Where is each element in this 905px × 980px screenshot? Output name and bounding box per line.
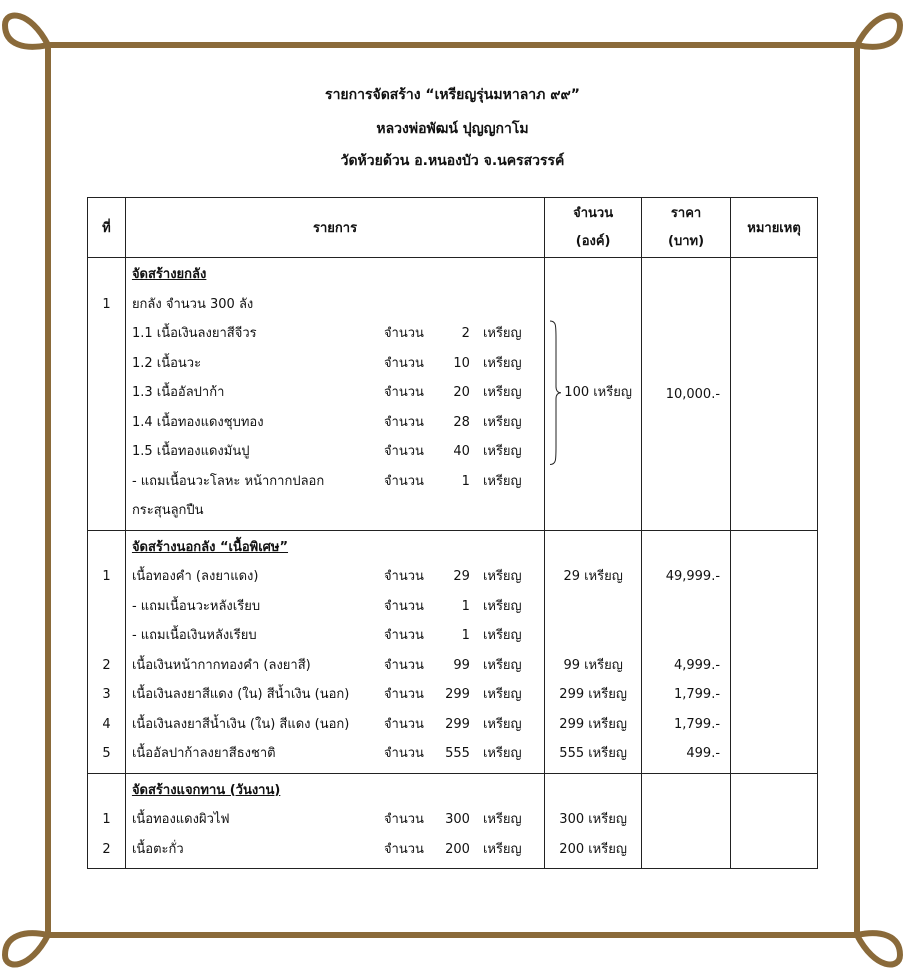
header-title: รายการจัดสร้าง “เหรียญรุ่นมหาลาภ ๙๙” [325, 87, 580, 103]
item-quantity: 200 [445, 841, 470, 857]
item-piece-label: เหรียญ [482, 598, 522, 614]
row-number [88, 378, 125, 408]
item-label: กระสุนลูกปืน [131, 503, 204, 518]
item-piece-label: เหรียญ [482, 746, 522, 761]
item-piece-label: เหรียญ [482, 716, 522, 732]
item-line [126, 776, 544, 806]
item-label: เนื้อเงินหน้ากากทองคำ (ลงยาสี) [131, 657, 311, 673]
item-quantity: 299 [445, 687, 470, 702]
section-price-cell [642, 530, 731, 773]
header-monk-name: หลวงพ่อพัฒน์ ปุญญกาโม [376, 121, 529, 137]
item-line [126, 651, 544, 681]
section-title: จัดสร้างแจกทาน (วันงาน) [131, 782, 281, 798]
row-number [88, 319, 125, 349]
item-label: เนื้อตะกั่ว [131, 841, 184, 857]
item-quantity: 28 [453, 414, 470, 430]
item-label: 1.3 เนื้ออัลปาก้า [131, 385, 225, 400]
row-number: 5 [102, 746, 111, 761]
item-line [126, 349, 544, 379]
section-items-cell [125, 530, 544, 773]
row-number [88, 496, 125, 526]
item-quantity: 1 [461, 473, 470, 489]
item-quantity: 555 [445, 746, 470, 761]
item-piece-label: เหรียญ [482, 687, 522, 702]
count-value: 100 เหรียญ [564, 385, 632, 400]
item-piece-label: เหรียญ [482, 628, 522, 643]
section-items-cell [125, 773, 544, 869]
item-piece-label: เหรียญ [482, 444, 522, 459]
items-table [87, 197, 818, 869]
price-value [642, 835, 730, 865]
col-header-count-line1: จำนวน [573, 205, 614, 221]
item-label: เนื้อเงินลงยาสีแดง (ใน) สีน้ำเงิน (นอก) [131, 687, 350, 702]
item-piece-label: เหรียญ [482, 355, 522, 371]
item-quantity: 1 [461, 628, 470, 643]
row-number [88, 592, 125, 622]
section-count-cell [545, 530, 642, 773]
item-unit-label: จำนวน [383, 414, 424, 430]
row-number [88, 533, 125, 563]
section-title: จัดสร้างนอกลัง “เนื้อพิเศษ” [131, 539, 289, 555]
section-note-cell [731, 530, 818, 773]
price-value: 10,000.- [665, 387, 721, 402]
item-piece-label: เหรียญ [482, 812, 522, 827]
count-value: 200 เหรียญ [559, 841, 627, 857]
section-title: จัดสร้างยกลัง [131, 267, 207, 282]
count-value: 300 เหรียญ [559, 812, 627, 827]
row-number [88, 776, 125, 806]
item-line [126, 319, 544, 349]
row-number [88, 437, 125, 467]
item-line [126, 260, 544, 290]
item-piece-label: เหรียญ [482, 473, 522, 489]
section-row [88, 773, 818, 869]
price-value [642, 776, 730, 806]
item-line [126, 437, 544, 467]
item-label: - แถมเนื้อนวะหลังเรียบ [131, 598, 261, 614]
section-note-cell [731, 258, 818, 531]
row-number: 2 [102, 657, 111, 673]
item-quantity: 40 [453, 444, 470, 459]
item-unit-label: จำนวน [383, 444, 424, 459]
item-unit-label: จำนวน [383, 598, 424, 614]
item-piece-label: เหรียญ [482, 841, 522, 857]
price-value: 49,999.- [665, 569, 721, 584]
row-number: 2 [102, 841, 111, 857]
item-piece-label: เหรียญ [482, 326, 522, 341]
item-quantity: 10 [453, 355, 470, 371]
item-line [126, 290, 544, 320]
item-unit-label: จำนวน [383, 812, 424, 827]
item-line [126, 592, 544, 622]
section-note-cell [731, 773, 818, 869]
item-label: 1.4 เนื้อทองแดงชุบทอง [131, 414, 264, 430]
col-header-price-line2: (บาท) [668, 233, 705, 249]
section-row [88, 258, 818, 531]
item-quantity: 20 [453, 385, 470, 400]
item-line [126, 533, 544, 563]
col-header-price-line1: ราคา [670, 205, 702, 221]
col-header-count-line2: (องค์) [575, 233, 611, 249]
item-label: 1.2 เนื้อนวะ [131, 355, 202, 371]
item-label: ยกลัง จำนวน 300 ลัง [131, 296, 254, 312]
row-number [88, 408, 125, 438]
item-quantity: 99 [453, 657, 470, 673]
item-label: - แถมเนื้อนวะโลหะ หน้ากากปลอก [131, 473, 325, 489]
item-unit-label: จำนวน [383, 569, 424, 584]
item-piece-label: เหรียญ [482, 569, 522, 584]
count-value [545, 621, 641, 651]
item-unit-label: จำนวน [383, 628, 424, 643]
col-header-price [642, 198, 731, 258]
item-unit-label: จำนวน [383, 841, 424, 857]
item-line [126, 467, 544, 497]
item-label: - แถมเนื้อเงินหลังเรียบ [131, 628, 257, 643]
item-line [126, 621, 544, 651]
item-unit-label: จำนวน [383, 473, 424, 489]
item-label: เนื้อทองคำ (ลงยาแดง) [131, 569, 259, 584]
row-number [88, 260, 125, 290]
count-value: 299 เหรียญ [559, 716, 627, 732]
item-piece-label: เหรียญ [482, 657, 522, 673]
section-no-cell [88, 530, 126, 773]
item-quantity: 1 [461, 598, 470, 614]
item-label: 1.5 เนื้อทองแดงมันปู [131, 444, 250, 459]
price-value: 499.- [686, 746, 721, 761]
count-value [545, 592, 641, 622]
row-number [88, 467, 125, 497]
row-number: 4 [102, 716, 111, 732]
item-line [126, 835, 544, 865]
item-label: เนื้อทองแดงผิวไฟ [131, 812, 230, 827]
row-number: 1 [102, 812, 111, 827]
item-quantity: 300 [445, 812, 470, 827]
item-line [126, 496, 544, 526]
section-no-cell [88, 773, 126, 869]
price-value [642, 805, 730, 835]
price-value: 1,799.- [673, 687, 721, 702]
col-header-count [545, 198, 642, 258]
item-line [126, 408, 544, 438]
item-unit-label: จำนวน [383, 326, 424, 341]
section-no-cell [88, 258, 126, 531]
row-number [88, 621, 125, 651]
item-line [126, 739, 544, 769]
item-line [126, 805, 544, 835]
item-line [126, 378, 544, 408]
item-piece-label: เหรียญ [482, 385, 522, 400]
item-line [126, 710, 544, 740]
col-header-note: หมายเหตุ [731, 198, 818, 258]
item-piece-label: เหรียญ [482, 414, 522, 430]
item-line [126, 562, 544, 592]
item-unit-label: จำนวน [383, 385, 424, 400]
header-temple: วัดห้วยด้วน อ.หนองบัว จ.นครสวรรค์ [340, 153, 565, 169]
count-value: 555 เหรียญ [559, 746, 627, 761]
price-value: 1,799.- [673, 716, 721, 732]
item-unit-label: จำนวน [383, 746, 424, 761]
count-value [545, 533, 641, 563]
section-row [88, 530, 818, 773]
count-value: 99 เหรียญ [563, 657, 623, 673]
item-unit-label: จำนวน [383, 355, 424, 371]
section-count-cell [545, 773, 642, 869]
item-quantity: 29 [453, 569, 470, 584]
row-number: 1 [102, 296, 111, 312]
item-unit-label: จำนวน [383, 657, 424, 673]
col-header-item: รายการ [125, 198, 544, 258]
item-line [126, 680, 544, 710]
item-quantity: 2 [461, 326, 470, 341]
count-value: 29 เหรียญ [563, 569, 623, 584]
item-quantity: 299 [445, 716, 470, 732]
row-number: 1 [102, 569, 111, 584]
price-value: 4,999.- [673, 657, 721, 673]
col-header-no: ที่ [88, 198, 126, 258]
section-price-cell [642, 258, 731, 531]
section-price-cell [642, 773, 731, 869]
count-value: 299 เหรียญ [559, 687, 627, 702]
price-value [642, 592, 730, 622]
count-value [545, 776, 641, 806]
price-value [642, 621, 730, 651]
item-unit-label: จำนวน [383, 687, 424, 702]
price-value [642, 533, 730, 563]
item-label: เนื้ออัลปาก้าลงยาสีธงชาติ [131, 746, 276, 761]
item-unit-label: จำนวน [383, 716, 424, 732]
item-label: 1.1 เนื้อเงินลงยาสีจีวร [131, 326, 257, 341]
row-number [88, 349, 125, 379]
section-count-cell [545, 258, 642, 531]
item-label: เนื้อเงินลงยาสีน้ำเงิน (ใน) สีแดง (นอก) [131, 716, 350, 732]
row-number: 3 [102, 687, 111, 702]
section-items-cell [125, 258, 544, 531]
